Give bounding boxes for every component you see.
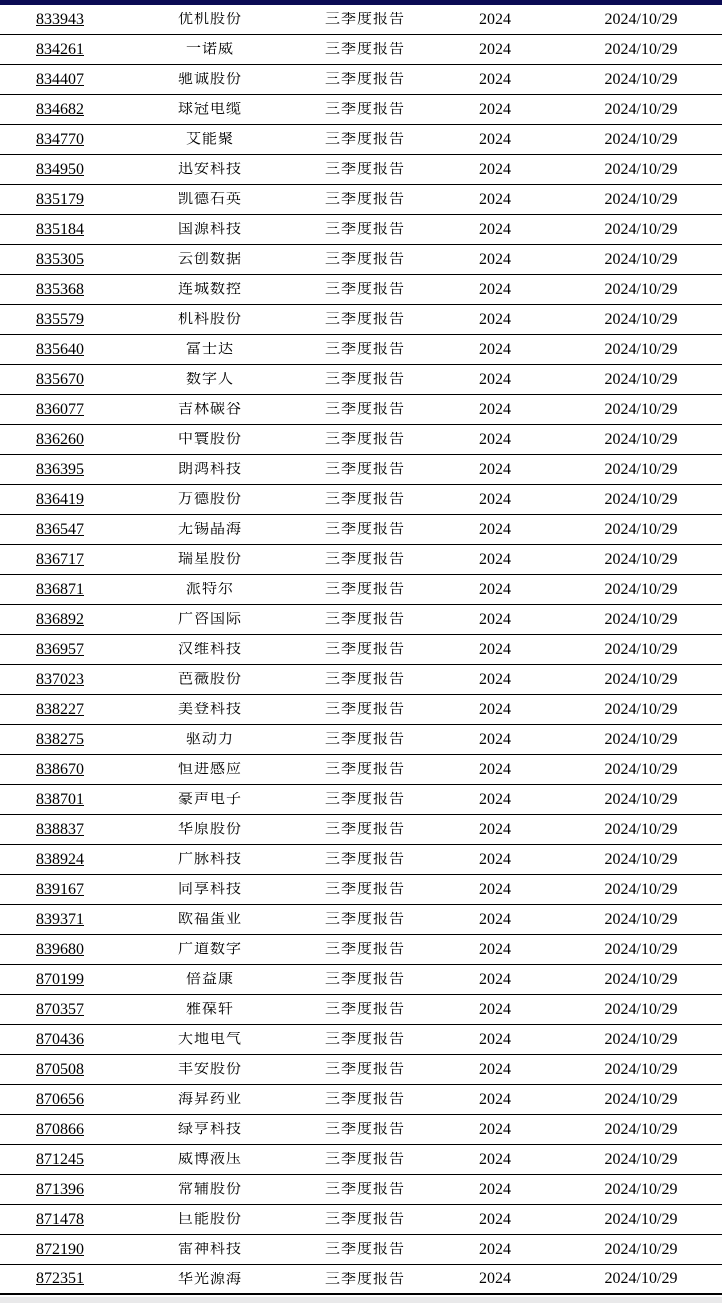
company-name: 派特尔 [185,582,234,597]
report-year: 2024 [479,221,511,238]
stock-code-link[interactable]: 836892 [36,611,84,628]
report-type: 三季度报告 [324,432,405,447]
report-type: 三季度报告 [324,1212,405,1227]
report-type: 三季度报告 [324,942,405,957]
table-row [0,275,722,305]
report-type: 三季度报告 [324,912,405,927]
stock-code-link[interactable]: 870199 [36,971,84,988]
table-row [0,395,722,425]
disclosure-date: 2024/10/29 [604,611,678,628]
report-type: 三季度报告 [324,1242,405,1257]
disclosure-date: 2024/10/29 [604,1271,678,1287]
table-row [0,935,722,965]
stock-code-link[interactable]: 836419 [36,491,84,508]
table-row [0,845,722,875]
report-year: 2024 [479,1121,511,1138]
report-year: 2024 [479,101,511,118]
company-name: 华光源海 [177,1271,242,1287]
disclosure-date: 2024/10/29 [604,251,678,268]
company-name: 汉维科技 [177,642,242,657]
company-name: 大地电气 [177,1032,242,1047]
company-name: 国源科技 [177,222,242,237]
stock-code-link[interactable]: 837023 [36,671,84,688]
report-type: 三季度报告 [324,1092,405,1107]
disclosure-date: 2024/10/29 [604,551,678,568]
report-type: 三季度报告 [324,1271,405,1287]
report-type: 三季度报告 [324,192,405,207]
report-year: 2024 [479,341,511,358]
report-year: 2024 [479,1181,511,1198]
table-row [0,1145,722,1175]
report-year: 2024 [479,311,511,328]
report-type: 三季度报告 [324,552,405,567]
table-row [0,425,722,455]
table-row [0,575,722,605]
disclosure-date: 2024/10/29 [604,941,678,958]
disclosure-date: 2024/10/29 [604,1061,678,1078]
table-row [0,1025,722,1055]
company-name: 同享科技 [177,882,242,897]
report-type: 三季度报告 [324,1032,405,1047]
table-row [0,5,722,35]
disclosure-date: 2024/10/29 [604,341,678,358]
stock-code-link[interactable]: 870436 [36,1031,84,1048]
disclosure-date: 2024/10/29 [604,431,678,448]
report-type: 三季度报告 [324,282,405,297]
table-row [0,605,722,635]
company-name: 芭薇股份 [177,672,242,687]
company-name: 广脉科技 [177,852,242,867]
stock-code-link[interactable]: 836717 [36,551,84,568]
stock-code-link[interactable]: 838924 [36,851,84,868]
disclosure-date: 2024/10/29 [604,311,678,328]
company-name: 广道数字 [177,942,242,957]
company-name: 中寰股份 [177,432,242,447]
stock-code-link[interactable]: 872351 [36,1271,84,1287]
company-name: 恒进感应 [177,762,242,777]
company-name: 常辅股份 [177,1182,242,1197]
disclosure-date: 2024/10/29 [604,731,678,748]
disclosure-date: 2024/10/29 [604,761,678,778]
report-type: 三季度报告 [324,372,405,387]
company-name: 朗鸿科技 [177,462,242,477]
table-row [0,1265,722,1295]
report-year: 2024 [479,971,511,988]
table-row [0,995,722,1025]
table-row [0,785,722,815]
company-name: 海昇药业 [177,1092,242,1107]
report-type: 三季度报告 [324,582,405,597]
report-type: 三季度报告 [324,1062,405,1077]
company-name: 优机股份 [177,12,242,27]
company-name: 美登科技 [177,702,242,717]
stock-code-link[interactable]: 838227 [36,701,84,718]
disclosure-date: 2024/10/29 [604,281,678,298]
disclosure-date: 2024/10/29 [604,581,678,598]
table-row [0,755,722,785]
company-name: 富士达 [185,342,234,357]
report-year: 2024 [479,191,511,208]
report-year: 2024 [479,1001,511,1018]
stock-code-link[interactable]: 834682 [36,101,84,118]
disclosure-date: 2024/10/29 [604,41,678,58]
company-name: 倍益康 [185,972,234,987]
company-name: 云创数据 [177,252,242,267]
stock-code-link[interactable]: 838275 [36,731,84,748]
table-row [0,515,722,545]
disclosure-date: 2024/10/29 [604,131,678,148]
report-year: 2024 [479,701,511,718]
report-type: 三季度报告 [324,882,405,897]
table-row [0,215,722,245]
company-name: 吉林碳谷 [177,402,242,417]
disclosure-date: 2024/10/29 [604,1031,678,1048]
company-name: 绿亨科技 [177,1122,242,1137]
report-type: 三季度报告 [324,672,405,687]
company-name: 广咨国际 [177,612,242,627]
report-year: 2024 [479,131,511,148]
report-type: 三季度报告 [324,972,405,987]
disclosure-date: 2024/10/29 [604,1241,678,1258]
company-name: 驰诚股份 [177,72,242,87]
table-row [0,695,722,725]
table-row [0,725,722,755]
disclosure-date: 2024/10/29 [604,971,678,988]
disclosure-date: 2024/10/29 [604,791,678,808]
stock-code-link[interactable]: 871245 [36,1151,84,1168]
report-type: 三季度报告 [324,252,405,267]
disclosure-date: 2024/10/29 [604,11,678,28]
table-row [0,1235,722,1265]
report-type: 三季度报告 [324,342,405,357]
company-name: 球冠电缆 [177,102,242,117]
report-year: 2024 [479,911,511,928]
report-year: 2024 [479,41,511,58]
table-row [0,1175,722,1205]
disclosure-date: 2024/10/29 [604,71,678,88]
disclosure-date: 2024/10/29 [604,461,678,478]
stock-code-link[interactable]: 833943 [36,11,84,28]
report-year: 2024 [479,461,511,478]
report-year: 2024 [479,1061,511,1078]
table-row [0,95,722,125]
report-year: 2024 [479,1151,511,1168]
report-year: 2024 [479,941,511,958]
stock-code-link[interactable]: 839680 [36,941,84,958]
company-name: 连城数控 [177,282,242,297]
disclosure-table [0,5,722,1295]
table-row [0,155,722,185]
stock-code-link[interactable]: 834261 [36,41,84,58]
report-type: 三季度报告 [324,792,405,807]
stock-code-link[interactable]: 835305 [36,251,84,268]
company-name: 丰安股份 [177,1062,242,1077]
table-row [0,65,722,95]
stock-code-link[interactable]: 835640 [36,341,84,358]
report-type: 三季度报告 [324,222,405,237]
company-name: 华原股份 [177,822,242,837]
stock-code-link[interactable]: 834770 [36,131,84,148]
company-name: 无锡晶海 [177,522,242,537]
report-year: 2024 [479,581,511,598]
company-name: 豪声电子 [177,792,242,807]
disclosure-date: 2024/10/29 [604,701,678,718]
stock-code-link[interactable]: 870357 [36,1001,84,1018]
table-row [0,1085,722,1115]
stock-code-link[interactable]: 870508 [36,1061,84,1078]
table-row [0,905,722,935]
stock-code-link[interactable]: 836957 [36,641,84,658]
report-type: 三季度报告 [324,612,405,627]
report-year: 2024 [479,521,511,538]
stock-code-link[interactable]: 838670 [36,761,84,778]
report-year: 2024 [479,851,511,868]
company-name: 驱动力 [185,732,234,747]
report-type: 三季度报告 [324,162,405,177]
stock-code-link[interactable]: 835368 [36,281,84,298]
report-year: 2024 [479,11,511,28]
table-row [0,35,722,65]
disclosure-date: 2024/10/29 [604,671,678,688]
table-row [0,305,722,335]
stock-code-link[interactable]: 871396 [36,1181,84,1198]
report-year: 2024 [479,491,511,508]
report-type: 三季度报告 [324,402,405,417]
stock-code-link[interactable]: 836077 [36,401,84,418]
disclosure-date: 2024/10/29 [604,1181,678,1198]
company-name: 巨能股份 [177,1212,242,1227]
report-year: 2024 [479,671,511,688]
report-year: 2024 [479,1271,511,1287]
table-row [0,335,722,365]
stock-code-link[interactable]: 838701 [36,791,84,808]
disclosure-date: 2024/10/29 [604,161,678,178]
report-type: 三季度报告 [324,462,405,477]
report-type: 三季度报告 [324,492,405,507]
company-name: 凯德石英 [177,192,242,207]
table-row [0,815,722,845]
stock-code-link[interactable]: 838837 [36,821,84,838]
report-type: 三季度报告 [324,642,405,657]
stock-code-link[interactable]: 836871 [36,581,84,598]
disclosure-date: 2024/10/29 [604,401,678,418]
report-year: 2024 [479,1091,511,1108]
report-type: 三季度报告 [324,12,405,27]
disclosure-date: 2024/10/29 [604,1001,678,1018]
disclosure-date: 2024/10/29 [604,521,678,538]
stock-code-link[interactable]: 836547 [36,521,84,538]
table-row [0,1115,722,1145]
company-name: 数字人 [185,372,234,387]
report-type: 三季度报告 [324,522,405,537]
report-year: 2024 [479,761,511,778]
disclosure-date: 2024/10/29 [604,1121,678,1138]
stock-code-link[interactable]: 839371 [36,911,84,928]
disclosure-date: 2024/10/29 [604,191,678,208]
company-name: 万德股份 [177,492,242,507]
stock-code-link[interactable]: 836260 [36,431,84,448]
disclosure-date: 2024/10/29 [604,371,678,388]
report-year: 2024 [479,641,511,658]
disclosure-date: 2024/10/29 [604,911,678,928]
company-name: 瑞星股份 [177,552,242,567]
report-year: 2024 [479,1241,511,1258]
report-type: 三季度报告 [324,762,405,777]
stock-code-link[interactable]: 835670 [36,371,84,388]
report-year: 2024 [479,371,511,388]
report-year: 2024 [479,791,511,808]
report-type: 三季度报告 [324,72,405,87]
stock-code-link[interactable]: 834950 [36,161,84,178]
disclosure-date: 2024/10/29 [604,491,678,508]
report-type: 三季度报告 [324,822,405,837]
table-row [0,635,722,665]
company-name: 迅安科技 [177,162,242,177]
report-year: 2024 [479,611,511,628]
report-year: 2024 [479,881,511,898]
report-type: 三季度报告 [324,1002,405,1017]
table-row [0,455,722,485]
disclosure-date: 2024/10/29 [604,1151,678,1168]
disclosure-date: 2024/10/29 [604,221,678,238]
report-year: 2024 [479,731,511,748]
report-year: 2024 [479,1031,511,1048]
company-name: 雅葆轩 [185,1002,234,1017]
stock-code-link[interactable]: 835184 [36,221,84,238]
table-row [0,125,722,155]
report-type: 三季度报告 [324,1122,405,1137]
stock-code-link[interactable]: 836395 [36,461,84,478]
stock-code-link[interactable]: 871478 [36,1211,84,1228]
report-type: 三季度报告 [324,132,405,147]
report-type: 三季度报告 [324,852,405,867]
table-row [0,365,722,395]
company-name: 雷神科技 [177,1242,242,1257]
report-type: 三季度报告 [324,312,405,327]
disclosure-date: 2024/10/29 [604,881,678,898]
table-row [0,485,722,515]
stock-code-link[interactable]: 870866 [36,1121,84,1138]
company-name: 一诺威 [185,42,234,57]
report-type: 三季度报告 [324,42,405,57]
table-row [0,665,722,695]
disclosure-date: 2024/10/29 [604,851,678,868]
stock-code-link[interactable]: 834407 [36,71,84,88]
company-name: 机科股份 [177,312,242,327]
report-year: 2024 [479,401,511,418]
disclosure-date: 2024/10/29 [604,1211,678,1228]
report-type: 三季度报告 [324,1152,405,1167]
company-name: 欧福蛋业 [177,912,242,927]
stock-code-link[interactable]: 839167 [36,881,84,898]
report-year: 2024 [479,431,511,448]
company-name: 威博液压 [177,1152,242,1167]
report-type: 三季度报告 [324,1182,405,1197]
company-name: 艾能聚 [185,132,234,147]
report-year: 2024 [479,821,511,838]
table-row [0,1055,722,1085]
stock-code-link[interactable]: 870656 [36,1091,84,1108]
table-row [0,965,722,995]
report-type: 三季度报告 [324,732,405,747]
report-type: 三季度报告 [324,702,405,717]
report-year: 2024 [479,551,511,568]
report-year: 2024 [479,281,511,298]
table-row [0,185,722,215]
report-year: 2024 [479,251,511,268]
disclosure-date: 2024/10/29 [604,641,678,658]
report-year: 2024 [479,161,511,178]
report-year: 2024 [479,1211,511,1228]
stock-code-link[interactable]: 872190 [36,1241,84,1258]
disclosure-date: 2024/10/29 [604,101,678,118]
disclosure-date: 2024/10/29 [604,821,678,838]
report-year: 2024 [479,71,511,88]
stock-code-link[interactable]: 835579 [36,311,84,328]
table-row [0,545,722,575]
table-row [0,1205,722,1235]
stock-code-link[interactable]: 835179 [36,191,84,208]
report-type: 三季度报告 [324,102,405,117]
disclosure-date: 2024/10/29 [604,1091,678,1108]
bottom-strip [0,1297,722,1303]
table-row [0,245,722,275]
table-row [0,875,722,905]
